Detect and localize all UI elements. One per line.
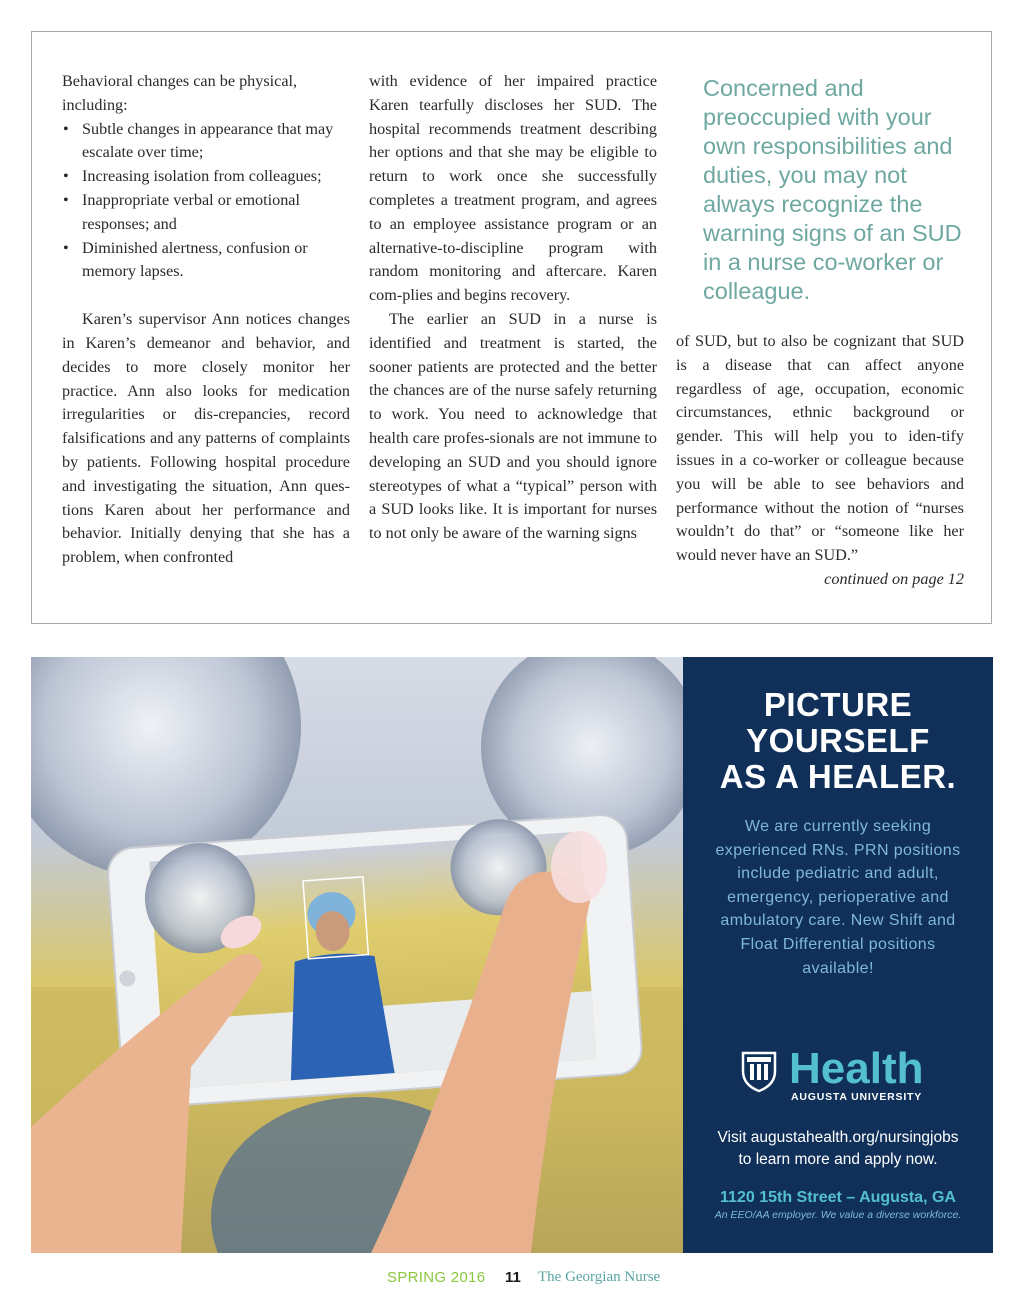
nurse-photo-illustration: [31, 657, 683, 1253]
ad-visit-text: [683, 1127, 993, 1170]
headline-line: PICTURE: [763, 686, 913, 723]
warning-signs-list: [62, 118, 350, 285]
ad-text-panel: [683, 657, 993, 1253]
col2-paragraph-1: with evidence of her impaired practice Karen tearfully discloses her SUD. The hospital recommends treatment describing her options and that she may be eligible to return to work once she successfully completes a treatment program, and agrees to an employee assistance program or an alternative-to-discipline program with random monitoring and aftercare. Karen com-plies and begins recovery.: [369, 72, 657, 305]
list-item: • Increasing isolation from colleagues;: [62, 165, 350, 189]
list-item: • Diminished alertness, confusion or memory lapses.: [62, 237, 350, 285]
visit-url-line: Visit augustahealth.org/nursingjobs: [717, 1129, 959, 1146]
article-column-1: [62, 70, 350, 570]
eeo-statement: An EEO/AA employer. We value a diverse workforce.: [714, 1209, 962, 1221]
article-column-3: [676, 330, 964, 592]
magazine-title: The Georgian Nurse: [538, 1269, 661, 1285]
col2-paragraph-2: The earlier an SUD in a nurse is identified and treatment is started, the sooner patients are protected and the better the chances are of the nurse safely returning to work. You need to acknowledge that health care profes-sionals are not immune to developing an SUD and you should ignore stereotypes of what a “typical” person with a SUD looks like. It is important for nurses to not only be aware of the warning signs: [369, 309, 657, 543]
logo-wordmark: Health: [789, 1044, 924, 1093]
article-box: [31, 31, 992, 624]
list-item: • Inappropriate verbal or emotional responses; and: [62, 189, 350, 237]
visit-apply-line: to learn more and apply now.: [738, 1150, 938, 1168]
list-item: • Subtle changes in appearance that may escalate over time;: [62, 118, 350, 166]
ad-body-text: We are currently seeking experienced RNs. PRN positions include pediatric and adult, emergency, perioperative and ambulatory care. New Shift and Float Differential positions available!: [715, 818, 961, 977]
page-footer: [0, 1269, 1024, 1291]
col3-paragraph: of SUD, but to also be cognizant that SUD is a disease that can affect anyone regardless of age, occupation, economic circumstances, ethnic background or gender. This will help you to iden-tify issues in a co-worker or colleague because you will be able to see behaviors and performance without the notion of “nurses wouldn’t do that” or “someone like her would never have an SUD.”: [676, 332, 964, 565]
logo-subtitle: AUGUSTA UNIVERSITY: [791, 1091, 923, 1103]
footer-issue: SPRING 2016: [387, 1269, 486, 1286]
ad-address: 1120 15th Street – Augusta, GA: [720, 1189, 956, 1206]
continued-note: continued on page 12: [824, 569, 964, 588]
ad-photo: [31, 657, 683, 1253]
university-shield-icon: [739, 1049, 779, 1093]
pull-quote: Concerned and preoccupied with your own responsibilities and duties, you may not always recognize the warning signs of an SUD in a nurse co-worker or colleague.: [703, 75, 962, 304]
article-column-2: [369, 70, 657, 546]
page-number: 11: [505, 1269, 521, 1286]
augusta-health-logo: [739, 1044, 939, 1105]
col1-paragraph: Karen’s supervisor Ann notices changes in Karen’s demeanor and behavior, and decides to more closely monitor her practice. Ann also looks for medication irregularities or dis-crepancies, record falsifications and any patterns of complaints by patients. Following hospital procedure and investigating the situation, Ann ques-tions Karen about her performance and behavior. Initially denying that she has a problem, when confronted: [62, 310, 350, 567]
recruitment-ad: [31, 657, 993, 1253]
headline-line: YOURSELF: [746, 722, 930, 759]
col1-intro: Behavioral changes can be physical, including:: [62, 72, 298, 114]
ad-headline: [683, 687, 993, 795]
headline-line: AS A HEALER.: [719, 758, 957, 795]
